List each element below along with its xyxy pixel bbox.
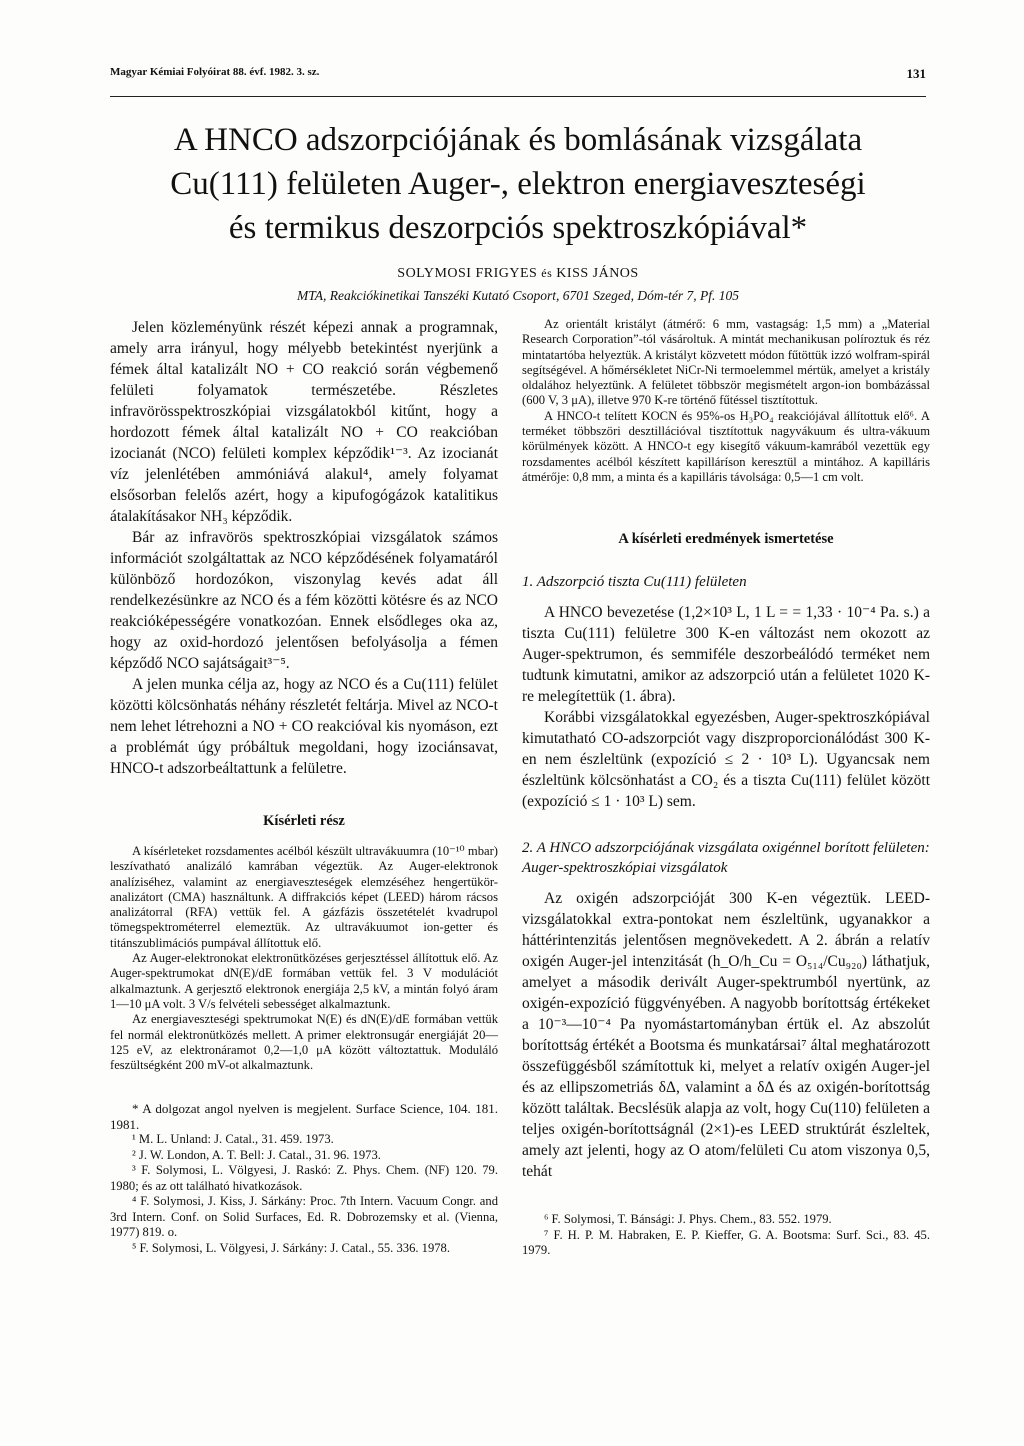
- experimental-paragraph: Az energiaveszteségi spektrumokat N(E) és dN(E)/dE formában vettük fel normál elektronütközés mellett. A primer elektronsugár energiáját 20—125 eV, az elektronáramot 0,2—1,0 μA között változtattuk. Moduláló feszültségként 200 mV-ot alkalmaztunk.: [110, 1012, 498, 1073]
- subsection-heading: 2. A HNCO adszorpciójának vizsgálata oxigénnel borított felületen: Auger-spektroszkópiai vizsgálatok: [522, 840, 930, 877]
- results-paragraph: Korábbi vizsgálatokkal egyezésben, Auger-spektroszkópiával kimutatható CO-adszorpciót vagy diszproporcionálódást 300 K-en nem észleltünk (expozíció ≤ 2 · 10³ L). Ugyancsak nem észleltünk kölcsönhatást a CO₂ és a tiszta Cu(111) felület között (expozíció ≤ 1 · 10³ L) sem.: [522, 709, 930, 811]
- experimental-paragraph: Az orientált kristályt (átmérő: 6 mm, vastagság: 1,5 mm) a „Material Research Corporation”-tól vásároltuk. A mintát mechanikusan políroztuk és réz mintatartóba helyeztük. A kristályt közvetett módon fűtöttük izzó wolfram-spirál segítségével. A hőmérsékletet NiCr-Ni termoelemmel mértük, amelyet a kristály oldalához helyeztünk. A felületet többször megismételt argon-ion bombázással (600 V, 3 μA), illetve 970 K-re történő fűtéssel tisztítottuk.: [522, 317, 930, 408]
- right-column: [522, 317, 930, 1259]
- intro-paragraph: A jelen munka célja az, hogy az NCO és a Cu(111) felület közötti kölcsönhatás néhány részletét feltárja. Mivel az NCO-t nem lehet létrehozni a NO + CO reakcióval kis nyomáson, ezt a problémát úgy próbáltuk megoldani, hogy izociánsavat, HNCO-t adszorbeáltattunk a felületre.: [110, 676, 498, 777]
- intro-paragraph: Jelen közleményünk részét képezi annak a programnak, amely arra irányul, hogy mélyebb betekintést nyerjünk a fémek által katalizált NO + CO reakció során végbemenő felületi folyamatok természetébe. Részletes infravörösspektroszkópiai vizsgálatokból kitűnt, hogy a hordozott fémek által katalizált NO + CO reakcióban izocianát (NCO) felületi komplex képződik¹⁻³. Az izocianát víz jelenlétében ammóniává alakul⁴, amely folyamat elsősorban felelős azért, hogy a kipufogógázok katalitikus átalakításakor NH₃ képződik.: [110, 319, 498, 525]
- footnote: ² J. W. London, A. T. Bell: J. Catal., 31. 96. 1973.: [132, 1147, 381, 1162]
- results-paragraph: A HNCO bevezetése (1,2×10³ L, 1 L = = 1,33 · 10⁻⁴ Pa. s.) a tiszta Cu(111) felületre 300 K-en változást nem okozott az Auger-spektrumon, és semmiféle deszorbeálódó terméket nem tudtunk kimutatni, amikor az adszorpció után a felületet 1020 K-re melegítettük (1. ábra).: [522, 604, 930, 706]
- footnote: * A dolgozat angol nyelven is megjelent. Surface Science, 104. 181. 1981.: [110, 1101, 498, 1132]
- footnote: ⁴ F. Solymosi, J. Kiss, J. Sárkány: Proc. 7th Intern. Vacuum Congr. and 3rd Intern. Conf. on Solid Surfaces, Ed. R. Dobrozemsky et al. (Vienna, 1977) 819. o.: [110, 1194, 498, 1240]
- footnote: ⁶ F. Solymosi, T. Bánsági: J. Phys. Chem., 83. 552. 1979.: [544, 1212, 832, 1227]
- results-paragraph: Az oxigén adszorpcióját 300 K-en végeztük. LEED-vizsgálatokkal extra-pontokat nem észleltünk, ugyanakkor a háttérintenzitás jelentősen megnövekedett. A 2. ábrán a relatív oxigén Auger-jel intenzitását (h_O/h_Cu = O₅₁₄/Cu₉₂₀) láthatjuk, amelyet a második derivált Auger-spektrumból nyertünk, az oxigén-expozíció függvényében. A nagyobb borítottság értékeket a 10⁻³—10⁻⁴ Pa nyomástartományban értük el. Az abszolút borítottság értékét a Bootsma és munkatársai⁷ által meghatározott összefüggésből számítottuk ki, melyet a relatív oxigén Auger-jel és az ellipszometriás δΔ, valamint a δΔ és az oxigén-borítottság között találtak. Becslésük alapja az volt, hogy Cu(110) felületen a teljes oxigén-borítottságnál (2×1)-es LEED struktúrát észleltek, amely azt jelenti, hogy az O atom/felületi Cu atom viszonya 0,5, tehát: [522, 890, 930, 1181]
- author-list: [110, 266, 926, 282]
- header-rule: [110, 96, 926, 97]
- author-name: SOLYMOSI FRIGYES: [397, 266, 538, 281]
- subsection-heading: 1. Adszorpció tiszta Cu(111) felületen: [522, 574, 747, 591]
- left-column: [110, 317, 498, 1256]
- author-affiliation: MTA, Reakciókinetikai Tanszéki Kutató Csoport, 6701 Szeged, Dóm-tér 7, Pf. 105: [296, 288, 740, 303]
- article-title-line-3: és termikus deszorpciós spektroszkópiával*: [228, 210, 808, 246]
- article-title-line-1: A HNCO adszorpciójának és bomlásának vizsgálata: [173, 122, 863, 158]
- experimental-paragraph: Az Auger-elektronokat elektronütközéses gerjesztéssel állítottuk elő. Az Auger-spektrumokat dN(E)/dE formában vettük fel. 3 V modulációt alkalmaztunk. A gerjesztő elektronok energiája 2,5 kV, a mintán folyó áram 1—10 μA volt. 3 V/s felvételi sebességet alkalmaztunk.: [110, 951, 498, 1011]
- footnote: ⁷ F. H. P. M. Habraken, E. P. Kieffer, G. A. Bootsma: Surf. Sci., 83. 45. 1979.: [522, 1227, 930, 1258]
- section-heading-experimental: Kísérleti rész: [263, 813, 345, 829]
- author-separator: és: [541, 266, 553, 280]
- experimental-paragraph: A HNCO-t telített KOCN és 95%-os H₃PO₄ reakciójával állítottuk elő⁶. A terméket többszöri desztillációval tisztítottuk nagyvákuum és ultra-vákuum körülmények között. A HNCO-t egy kisegítő vákuum-kamrából vezettük egy rozsdamentes acélból készített kapilláríson keresztül a mintához. A kapilláris átmérője: 0,8 mm, a minta és a kapilláris távolsága: 0,5—1 cm volt.: [522, 408, 930, 484]
- author-name: KISS JÁNOS: [556, 266, 639, 281]
- intro-paragraph: Bár az infravörös spektroszkópiai vizsgálatok számos információt szolgáltattak az NCO képződésének folyamatáról különböző hordozókon, viszonylag kevés adat áll rendelkezésünkre az NCO és a fém közötti kötésre és az NCO reakcióképességére vonatkozóan. Ennek elsődleges oka az, hogy az oxid-hordozó jelentősen befolyásolja a fémen képződő NCO sajátságait³⁻⁵.: [110, 529, 498, 672]
- journal-reference: Magyar Kémiai Folyóirat 88. évf. 1982. 3. sz.: [110, 66, 320, 78]
- title-block: [110, 118, 926, 304]
- running-head: [110, 66, 926, 106]
- footnotes-left: [110, 1101, 498, 1256]
- article-title-line-2: Cu(111) felületen Auger-, elektron energiaveszteségi: [170, 166, 866, 202]
- footnotes-right: [522, 1212, 930, 1259]
- section-heading-results: A kísérleti eredmények ismertetése: [618, 531, 834, 548]
- experimental-paragraph: A kísérleteket rozsdamentes acélból készült ultravákuumra (10⁻¹⁰ mbar) leszívatható analizáló kamrában végeztük. Az Auger-elektronok analíziséhez, valamint az energiaveszteségek elemzéséhez hengertükör-analizátort (CMA) használtunk. A diffrakciós képet (LEED) három rácsos analizátorral (RFA) vettük fel. A gázfázis összetételét kvadrupol tömegspektrométerrel elemeztük. Az ultravákuumot ion-getter és titánszublimációs pumpával állítottuk elő.: [110, 844, 498, 950]
- footnote: ⁵ F. Solymosi, L. Völgyesi, J. Sárkány: J. Catal., 55. 336. 1978.: [132, 1240, 450, 1255]
- page-number: 131: [906, 66, 926, 81]
- footnote: ¹ M. L. Unland: J. Catal., 31. 459. 1973.: [132, 1132, 334, 1147]
- footnote: ³ F. Solymosi, L. Völgyesi, J. Raskó: Z. Phys. Chem. (NF) 120. 79. 1980; és az ott található hivatkozások.: [110, 1163, 498, 1193]
